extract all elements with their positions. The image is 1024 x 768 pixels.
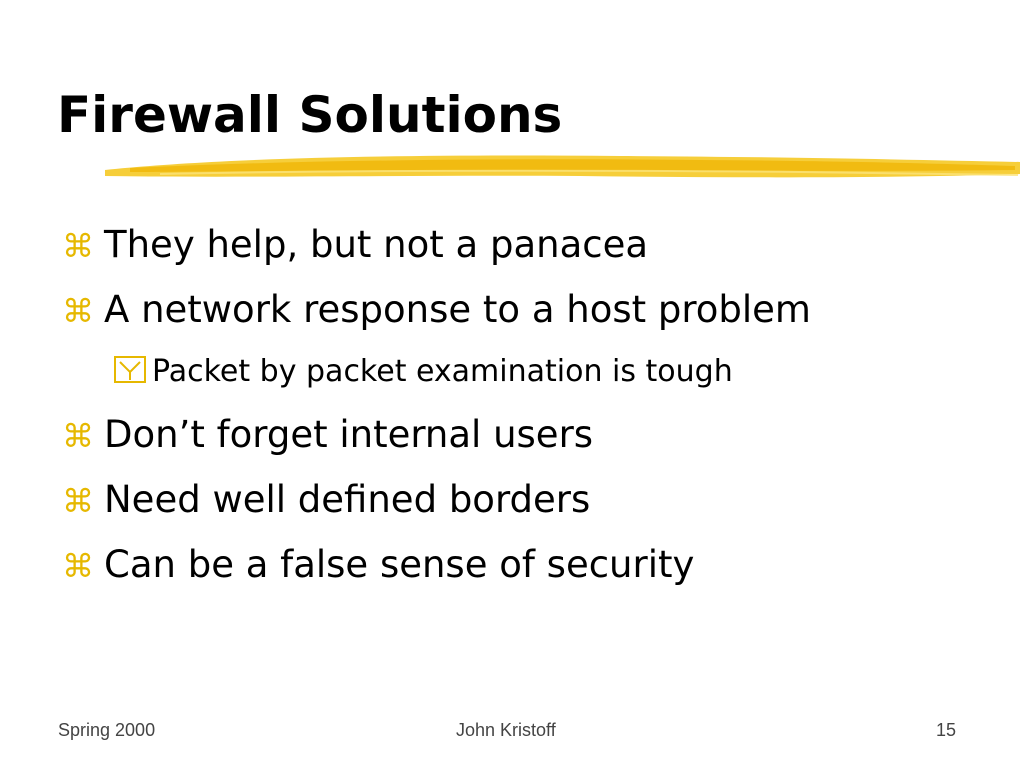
bullet-text: A network response to a host problem [104,288,811,331]
bullet-text: Don’t forget internal users [104,413,594,456]
bullet-item [62,285,811,336]
bullet-text: They help, but not a panacea [104,223,649,266]
footer-author: John Kristoff [456,720,556,740]
y-box-icon [114,356,148,384]
title-underline-swoosh [100,148,1024,188]
bullet-item [62,475,590,526]
bullet-text: Can be a false sense of security [104,543,695,586]
footer-page-number: 15 [936,720,957,740]
command-symbol-icon: ⌘ [62,547,94,585]
bullet-item [62,540,694,591]
slide-title: Firewall Solutions [57,86,563,144]
bullet-item [62,410,593,461]
bullet-text: Packet by packet examination is tough [152,354,733,389]
bullet-item [62,220,648,271]
command-symbol-icon: ⌘ [62,482,94,520]
command-symbol-icon: ⌘ [62,227,94,265]
bullet-text: Need well defined borders [104,478,591,521]
command-symbol-icon: ⌘ [62,292,94,330]
footer-date: Spring 2000 [58,720,156,740]
sub-bullet-item [114,352,733,392]
command-symbol-icon: ⌘ [62,417,94,455]
